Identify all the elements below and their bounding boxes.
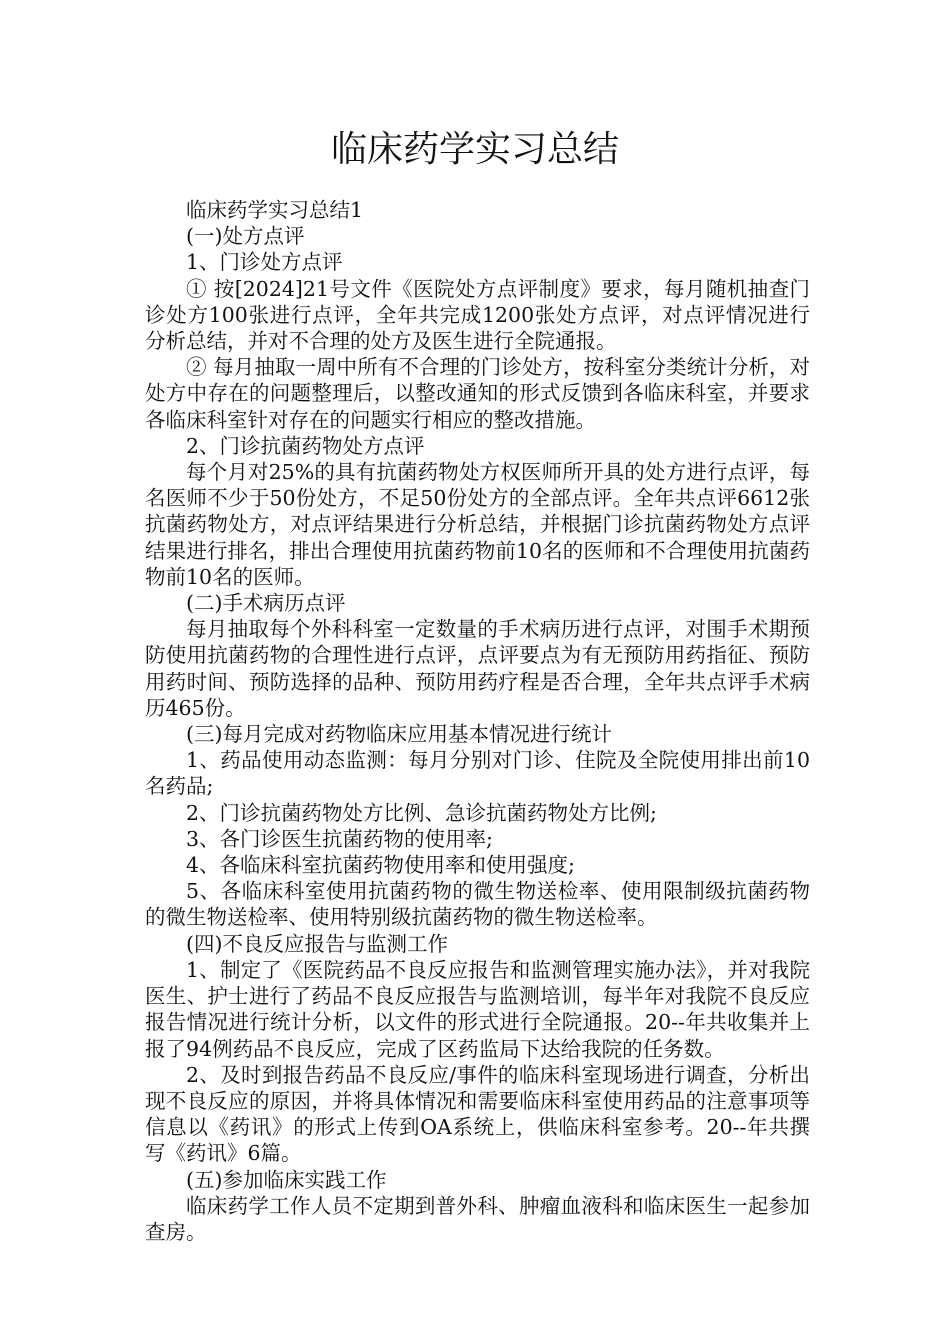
paragraph: ① 按[2024]21号文件《医院处方点评制度》要求，每月随机抽查门诊处方100张进行点评，全年共完成1200张处方点评，对点评情况进行分析总结，并对不合理的处方及医生进行全院通报。 bbox=[145, 276, 810, 354]
section-heading: (四)不良反应报告与监测工作 bbox=[186, 931, 448, 956]
paragraph-subtitle: 临床药学实习总结1 bbox=[186, 198, 364, 222]
section-heading: (三)每月完成对药物临床应用基本情况进行统计 bbox=[186, 722, 612, 747]
list-item: 1、药品使用动态监测：每月分别对门诊、住院及全院使用排出前10名药品; bbox=[145, 748, 810, 799]
document-body bbox=[145, 197, 810, 1245]
document-title: 临床药学实习总结 bbox=[330, 129, 619, 170]
paragraph: 每个月对25%的具有抗菌药物处方权医师所开具的处方进行点评，每名医师不少于50份处方，不足50份处方的全部点评。全年共点评6612张抗菌药物处方，对点评结果进行分析总结，并根据门诊抗菌药物处方点评结果进行排名，排出合理使用抗菌药物前10名的医师和不合理使用抗菌药物前10名的医师。 bbox=[145, 460, 810, 589]
list-item: 5、各临床科室使用抗菌药物的微生物送检率、使用限制级抗菌药物的微生物送检率、使用特别级抗菌药物的微生物送检率。 bbox=[145, 879, 810, 930]
section-heading: (一)处方点评 bbox=[186, 224, 305, 249]
section-heading: (二)手术病历点评 bbox=[186, 591, 346, 616]
paragraph: 1、制定了《医院药品不良反应报告和监测管理实施办法》，并对我院医生、护士进行了药品不良反应报告与监测培训，每半年对我院不良反应报告情况进行统计分析，以文件的形式进行全院通报。20--年共收集并上报了94例药品不良反应，完成了区药监局下达给我院的任务数。 bbox=[145, 957, 810, 1061]
paragraph: 2、及时到报告药品不良反应/事件的临床科室现场进行调查，分析出现不良反应的原因，并将具体情况和需要临床科室使用药品的注意事项等信息以《药讯》的形式上传到OA系统上，供临床科室参考。20--年共撰写《药讯》6篇。 bbox=[145, 1062, 810, 1166]
subsection-heading: 1、门诊处方点评 bbox=[186, 250, 343, 275]
section-heading: (五)参加临床实践工作 bbox=[186, 1167, 387, 1192]
paragraph: 临床药学工作人员不定期到普外科、肿瘤血液科和临床医生一起参加查房。 bbox=[145, 1193, 810, 1244]
paragraph: ② 每月抽取一周中所有不合理的门诊处方，按科室分类统计分析，对处方中存在的问题整理后，以整改通知的形式反馈到各临床科室，并要求各临床科室针对存在的问题实行相应的整改措施。 bbox=[145, 355, 810, 432]
list-item: 2、门诊抗菌药物处方比例、急诊抗菌药物处方比例; bbox=[186, 800, 657, 825]
subsection-heading: 2、门诊抗菌药物处方点评 bbox=[186, 433, 425, 458]
list-item: 4、各临床科室抗菌药物使用率和使用强度; bbox=[186, 853, 575, 878]
list-item: 3、各门诊医生抗菌药物的使用率; bbox=[186, 826, 493, 851]
paragraph: 每月抽取每个外科科室一定数量的手术病历进行点评，对围手术期预防使用抗菌药物的合理性进行点评，点评要点为有无预防用药指征、预防用药时间、预防选择的品种、预防用药疗程是否合理，全年共点评手术病历465份。 bbox=[145, 617, 810, 720]
